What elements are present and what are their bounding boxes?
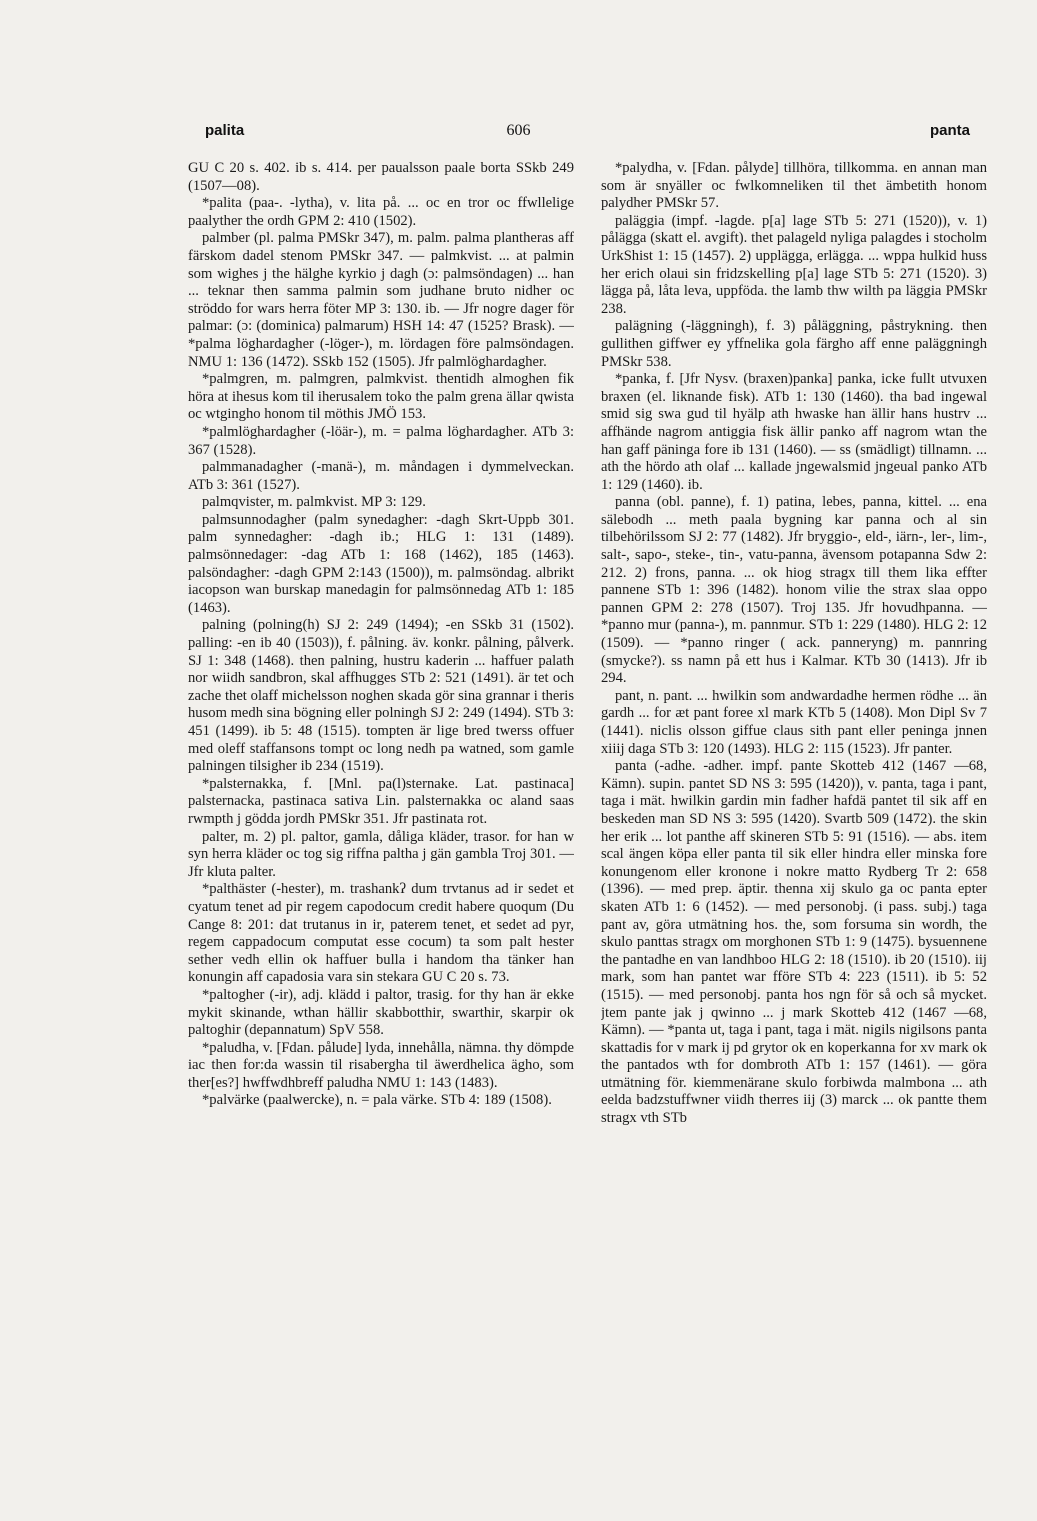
dictionary-entry: palter, m. 2) pl. paltor, gamla, dåliga kläder, trasor. for han w syn herra kläder oc tog sig riffna paltha j gän gambla Troj 301. — Jfr kluta palter.: [188, 828, 574, 880]
right-column: [601, 160, 987, 1360]
dictionary-entry: palning (polning(h) SJ 2: 249 (1494); -en SSkb 31 (1502). palling: -en ib 40 (1503)), f. pålning. äv. konkr. pålning, pålverk. SJ 1: 348 (1468). then palning, hustru kaderin ... haffuer palath nor wiidh sandbron, skal affhugges STb 2: 521 (1491). är tet och zache thet olaff michelsson noghen skada gör sina grannar i theris husom medh sina bögning eller polningh SJ 2: 249 (1494). STb 3: 451 (1499). ib 5: 48 (1515). tompten är lige bred twerss offuer med oleff staffansons tompt oc long nedh pa watned, som gamle palningen tilsigher ib 234 (1519).: [188, 617, 574, 775]
left-column: [188, 160, 574, 1360]
dictionary-entry: paläggia (impf. -lagde. p[a] lage STb 5: 271 (1520)), v. 1) pålägga (skatt el. avgift). thet palageld nyliga palagdes i stocholm UrkShist 1: 15 (1457). 2) upplägga, erlägga. ... wppa hulkid huss her erich olaui sin fridzskelling p[a] lage STb 5: 271 (1520). 3) lägga på, låta leva, uppföda. the lamb thw wilth pa läggia PMSkr 238.: [601, 212, 987, 317]
dictionary-entry: palägning (-läggningh), f. 3) påläggning, påstrykning. then gullithen giffwer ey yffnelika gola färgho aff enne paläggningh PMSkr 538.: [601, 318, 987, 370]
dictionary-entry: *paltogher (-ir), adj. klädd i paltor, trasig. for thy han är ekke mykit skinande, wthan hällir skabbotthir, swarthir, skarpir ok paltoghir (depannatum) SpV 558.: [188, 986, 574, 1039]
header-left-guideword: palita: [205, 122, 245, 139]
dictionary-entry: palmqvister, m. palmkvist. MP 3: 129.: [202, 494, 426, 511]
dictionary-entry: pant, n. pant. ... hwilkin som andwardadhe hermen rödhe ... än gardh ... for æt pant foree xl mark KTb 5 (1408). Mon Dipl Sv 7 (1441). niclis olsson giffue claus sith pant eller peninga jnnen xiiij daga STb 3: 120 (1493). HLG 2: 115 (1523). Jfr panter.: [601, 687, 987, 757]
dictionary-entry: *palthäster (-hester), m. trashankʔ dum trvtanus ad ir sedet et cyatum tenet ad pir regem capodocum credit habere quoqum (Du Cange 8: 201: dat trutanus in ir, paterem tenet, et sedet ad pyr, regem cappadocum computat esse cocum) ta som palt hester sether vedh ellin ok haffuer bulla i handom tha tänker han konungin aff capadosia vara sin stekara GU C 20 s. 73.: [188, 881, 574, 986]
dictionary-entry: *palsternakka, f. [Mnl. pa(l)sternake. Lat. pastinaca] palsternacka, pastinaca sativa Lin. palsternakka oc aland saas rwmpth j gödda jordh PMSkr 351. Jfr pastinata rot.: [188, 775, 574, 827]
dictionary-entry: GU C 20 s. 402. ib s. 414. per paualsson paale borta SSkb 249 (1507—08).: [188, 160, 574, 194]
dictionary-entry: panta (-adhe. -adher. impf. pante Skotteb 412 (1467 —68, Kämn). supin. pantet SD NS 3: 595 (1420)), v. panta, taga i pant, taga i mät. hwilkin gardin min fadher hafdä pantet til sik aff en beskeden man SD NS 3: 595 (1420). Svartb 509 (1472). the skin her erik ... lot panthe aff skineren STb 5: 91 (1516). — abs. item scal ängen köpa eller panta til sik eller hindra eller minska fore konungenom eller kronone i nokre matto Rydberg Tr 2: 658 (1396). — med prep. äptir. thenna xij skulo ga oc panta epter skaten ATb 1: 6 (1452). — med personobj. (i pass. subj.) taga pant av, göra utmätning hos. the, som forsuma sin wordh, the skulo panttas stragx om morghonen STb 1: 9 (1475). bysuennene the pantadhe en van landhboo HLG 2: 18 (1510). ib 20 (1510). iij mark, som han pantet war fföre STb 4: 223 (1511). ib 5: 52 (1515). — med personobj. panta hos ngn för så och så mycket. jtem pante jak j qwinno ... j mark Skotteb 412 (1467 —68, Kämn). — *panta ut, taga i pant, taga i mät. nigils nigilsons panta skattadis for v mark ij pd grytor ok en koperkanna for xv mark ok the pantados wth for dombroth ATb 1: 157 (1461). — göra utmätning för. kiemmenärane skulo forbiwda malmbona ... ath eelda badzstuffwner viidh therres iij (3) marck ... ok pantte them stragx vth STb: [601, 758, 987, 1127]
dictionary-entry: *palita (paa-. -lytha), v. lita på. ... oc en tror oc ffwllelige paalyther the ordh GPM 2: 410 (1502).: [188, 195, 574, 229]
dictionary-entry: palmmanadagher (-manä-), m. måndagen i dymmelveckan. ATb 3: 361 (1527).: [188, 459, 574, 493]
dictionary-entry: palmber (pl. palma PMSkr 347), m. palm. palma plantheras aff färskom dadel stenom PMSkr 347. — palmkvist. ... at palmin som wighes j the hälghe kyrkio j dagh (ɔ: palmsöndagen) ... han ... teknar then samma palmin som judhane bruto nidher oc ströddo for wars herra föter MP 3: 130. ib. — Jfr nogre dager för palmar: (ɔ: (dominica) palmarum) HSH 14: 47 (1525? Brask). — *palma löghardagher (-löger-), m. lördagen före palmsöndagen. NMU 1: 136 (1472). SSkb 152 (1505). Jfr palmlöghardagher.: [188, 230, 574, 370]
dictionary-entry: *palmlöghardagher (-löär-), m. = palma löghardagher. ATb 3: 367 (1528).: [188, 423, 574, 458]
dictionary-entry: *paludha, v. [Fdan. pålude] lyda, innehålla, nämna. thy dömpde iac then for:da wassin til risabergha til äwerdhelica ägho, som ther[es?] hwffwdhbreff paludha NMU 1: 143 (1483).: [188, 1039, 574, 1091]
page-number: 606: [506, 122, 531, 139]
dictionary-entry: *panka, f. [Jfr Nysv. (braxen)panka] panka, icke fullt utvuxen braxen (el. liknande fisk). ATb 1: 130 (1460). tha bad ingewal smid sig swa gud til hyälp ath hwaske han ällir hans hustrv ... affhände nagrom antiggia fisk ällir panko aff nagrom wtan the han gaff päninga fore ib 131 (1460). — ss (smädligt) tillnamn. ... ath the hördo ath olaf ... kallade jngewalsmid jngeual panko ATb 1: 129 (1460). ib.: [601, 371, 987, 493]
header-right-guideword: panta: [929, 122, 970, 139]
dictionary-entry: palmsunnodagher (palm synedagher: -dagh Skrt-Uppb 301. palm synnedagher: -dagh ib.; HLG 1: 131 (1489). palmsönnedager: -dag ATb 1: 168 (1462), 185 (1463). palsöndagher: -dagh GPM 2:143 (1500)), m. palmsöndag. albrikt iacopson wan burskap manedagin for palmsönnedag ATb 1: 185 (1463).: [188, 511, 574, 616]
dictionary-entry: *palmgren, m. palmgren, palmkvist. thentidh almoghen fik höra at ihesus kom til iherusalem toko the palm grena ällar qwista oc wtgingho honom til möthis JMÖ 153.: [188, 371, 574, 423]
dictionary-entry: *palvärke (paalwercke), n. = pala värke. STb 4: 189 (1508).: [202, 1092, 552, 1109]
page-header: [0, 122, 1037, 146]
dictionary-entry: *palydha, v. [Fdan. pålyde] tillhöra, tillkomma. en annan man som är snyäller oc fwlkomneliken til thet ämbetith honom palydher PMSkr 57.: [601, 160, 987, 212]
dictionary-entry: panna (obl. panne), f. 1) patina, lebes, panna, kittel. ... ena sälebodh ... meth paala bygning kar panna och al sin tilbehörilssom SJ 2: 77 (1482). Jfr bryggio-, eld-, iärn-, ler-, lim-, salt-, sapo-, steke-, tin-, vatu-panna, ävensom potapanna Sdw 2: 212. 2) frons, panna. ... ok hiog stragx till them lika effter pannene STb 1: 396 (1482). honom vilie the strax slaa oppo pannen GPM 2: 278 (1507). Troj 135. Jfr hovudhpanna. — *panno mur (panna-), m. pannmur. STb 1: 229 (1480). HLG 2: 12 (1509). — *panno ringer ( ack. panneryng) m. pannring (smycke?). ss namn på ett hus i Kalmar. KTb 30 (1413). Jfr ib 294.: [601, 494, 987, 687]
